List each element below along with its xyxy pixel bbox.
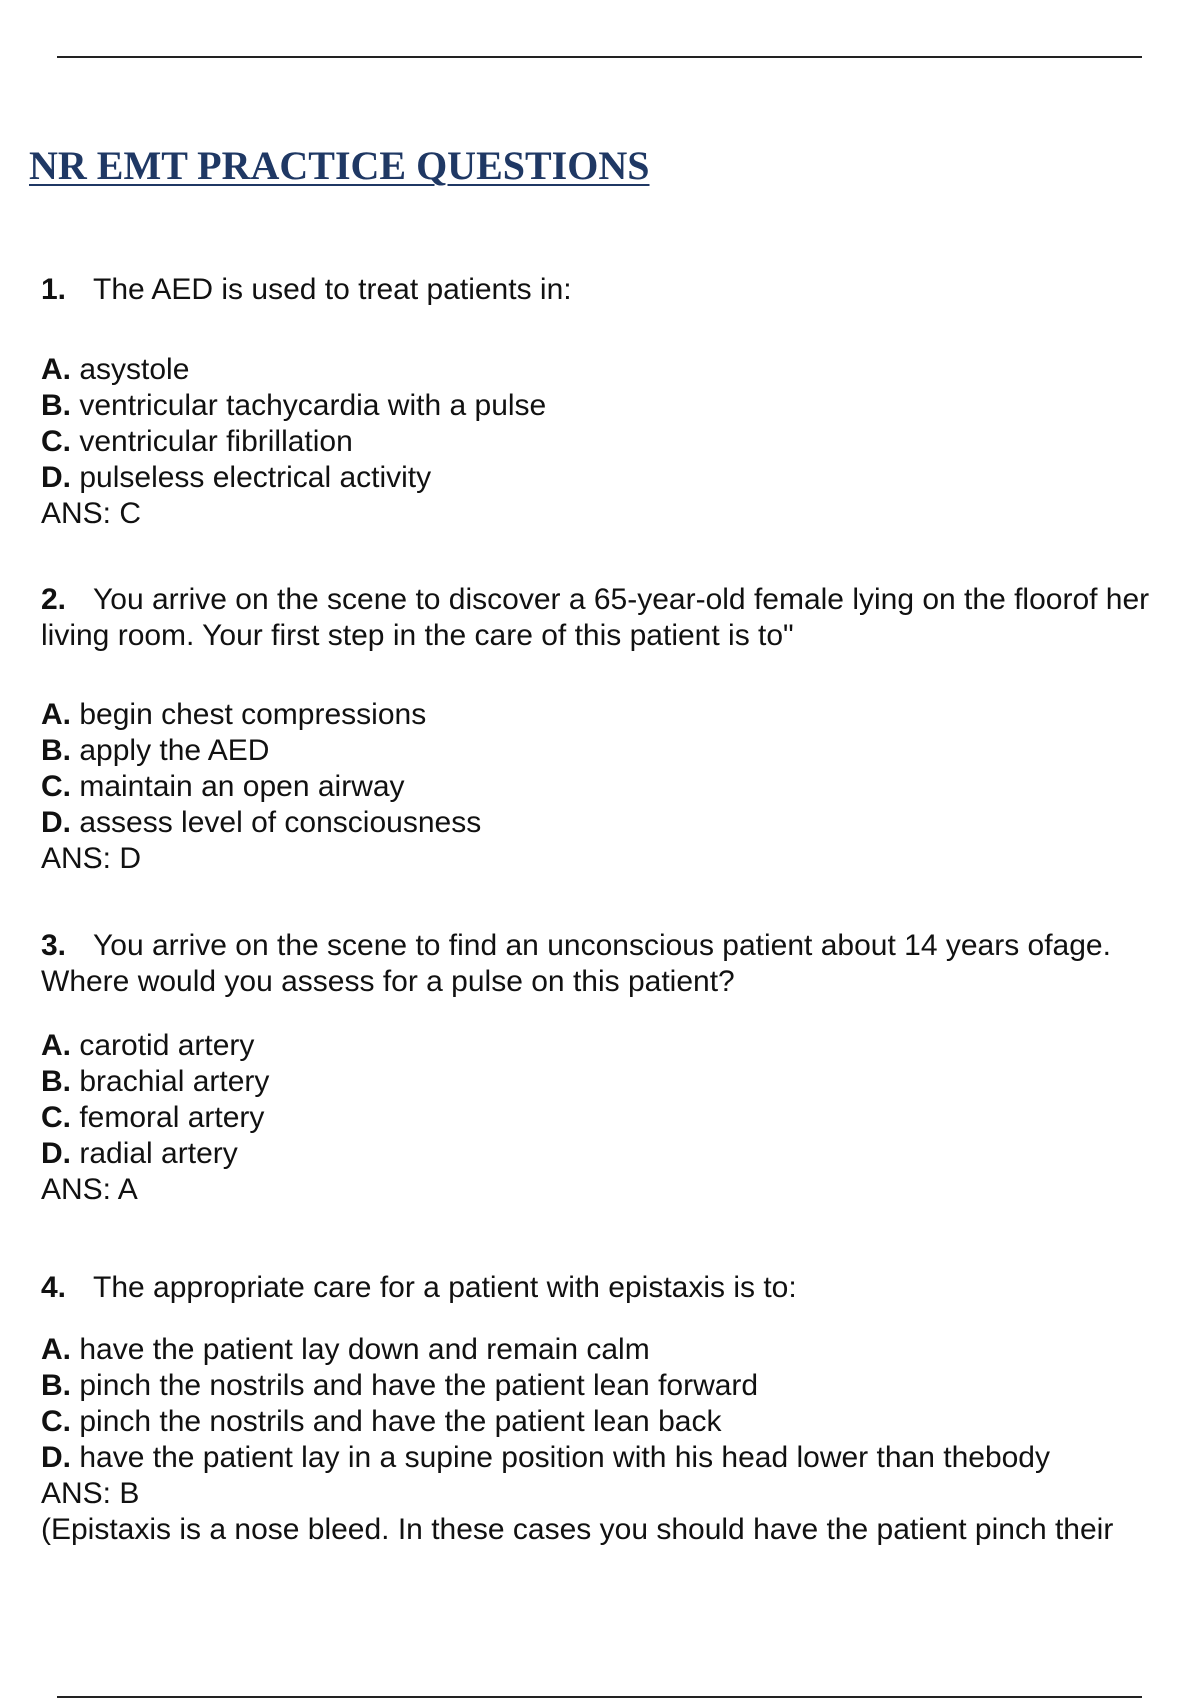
option-c [41,1100,1191,1136]
option-letter: B. [41,734,71,767]
question-stem [41,272,1191,308]
option-text: pinch the nostrils and have the patient lean forward [79,1369,759,1402]
answer-options [41,352,1191,496]
question-stem [41,1270,1191,1306]
question-number: 3. [41,929,67,962]
option-letter: C. [41,1101,71,1134]
option-text: pinch the nostrils and have the patient lean back [79,1405,722,1438]
option-text: begin chest compressions [79,698,427,731]
option-text: pulseless electrical activity [79,461,432,494]
option-d [41,460,1191,496]
option-letter: A. [41,698,71,731]
answer-key: ANS: A [41,1173,138,1206]
option-text: have the patient lay in a supine position with his head lower than thebody [79,1441,1050,1474]
top-divider [57,56,1142,58]
question-3 [41,928,1191,1208]
option-text: femoral artery [79,1101,265,1134]
option-b [41,1064,1191,1100]
option-b [41,388,1191,424]
question-text-line-1: You arrive on the scene to discover a 65-year-old female lying on the floorof her [93,583,1150,616]
answer-options [41,1332,1191,1476]
question-2 [41,582,1191,877]
option-letter: D. [41,1441,71,1474]
option-c [41,1404,1191,1440]
option-text: ventricular fibrillation [79,425,353,458]
option-a [41,1332,1191,1368]
question-text-line-2: living room. Your first step in the care of this patient is to" [41,619,794,652]
option-b [41,1368,1191,1404]
option-d [41,1440,1191,1476]
option-text: asystole [79,353,190,386]
option-c [41,769,1191,805]
answer-key: ANS: D [41,842,142,875]
question-text: The AED is used to treat patients in: [93,273,572,306]
question-text: The appropriate care for a patient with epistaxis is to: [93,1271,797,1304]
question-number: 2. [41,583,67,616]
option-letter: D. [41,1137,71,1170]
option-text: maintain an open airway [79,770,405,803]
option-d [41,805,1191,841]
question-1 [41,272,1191,532]
option-text: have the patient lay down and remain calm [79,1333,650,1366]
option-letter: A. [41,1333,71,1366]
option-letter: A. [41,353,71,386]
option-text: radial artery [79,1137,238,1170]
option-letter: B. [41,389,71,422]
question-number: 4. [41,1271,67,1304]
question-text-line-2: Where would you assess for a pulse on this patient? [41,965,735,998]
option-d [41,1136,1191,1172]
option-text: assess level of consciousness [79,806,482,839]
option-text: brachial artery [79,1065,270,1098]
option-letter: D. [41,806,71,839]
page-title: NR EMT PRACTICE QUESTIONS [29,143,650,188]
option-text: ventricular tachycardia with a pulse [79,389,547,422]
option-letter: D. [41,461,71,494]
option-letter: A. [41,1029,71,1062]
question-4 [41,1270,1191,1548]
option-letter: C. [41,770,71,803]
option-letter: B. [41,1369,71,1402]
option-a [41,352,1191,388]
question-stem [41,928,1191,1000]
question-number: 1. [41,273,67,306]
answer-explanation: (Epistaxis is a nose bleed. In these cases you should have the patient pinch their [41,1513,1114,1546]
question-text-line-1: You arrive on the scene to find an unconscious patient about 14 years ofage. [93,929,1111,962]
answer-key: ANS: C [41,497,142,530]
option-a [41,697,1191,733]
option-b [41,733,1191,769]
answer-key: ANS: B [41,1477,140,1510]
option-letter: C. [41,1405,71,1438]
option-c [41,424,1191,460]
option-letter: C. [41,425,71,458]
option-text: carotid artery [79,1029,255,1062]
bottom-divider [57,1696,1142,1698]
option-a [41,1028,1191,1064]
option-text: apply the AED [79,734,270,767]
answer-options [41,697,1191,841]
question-stem [41,582,1191,654]
answer-options [41,1028,1191,1172]
option-letter: B. [41,1065,71,1098]
